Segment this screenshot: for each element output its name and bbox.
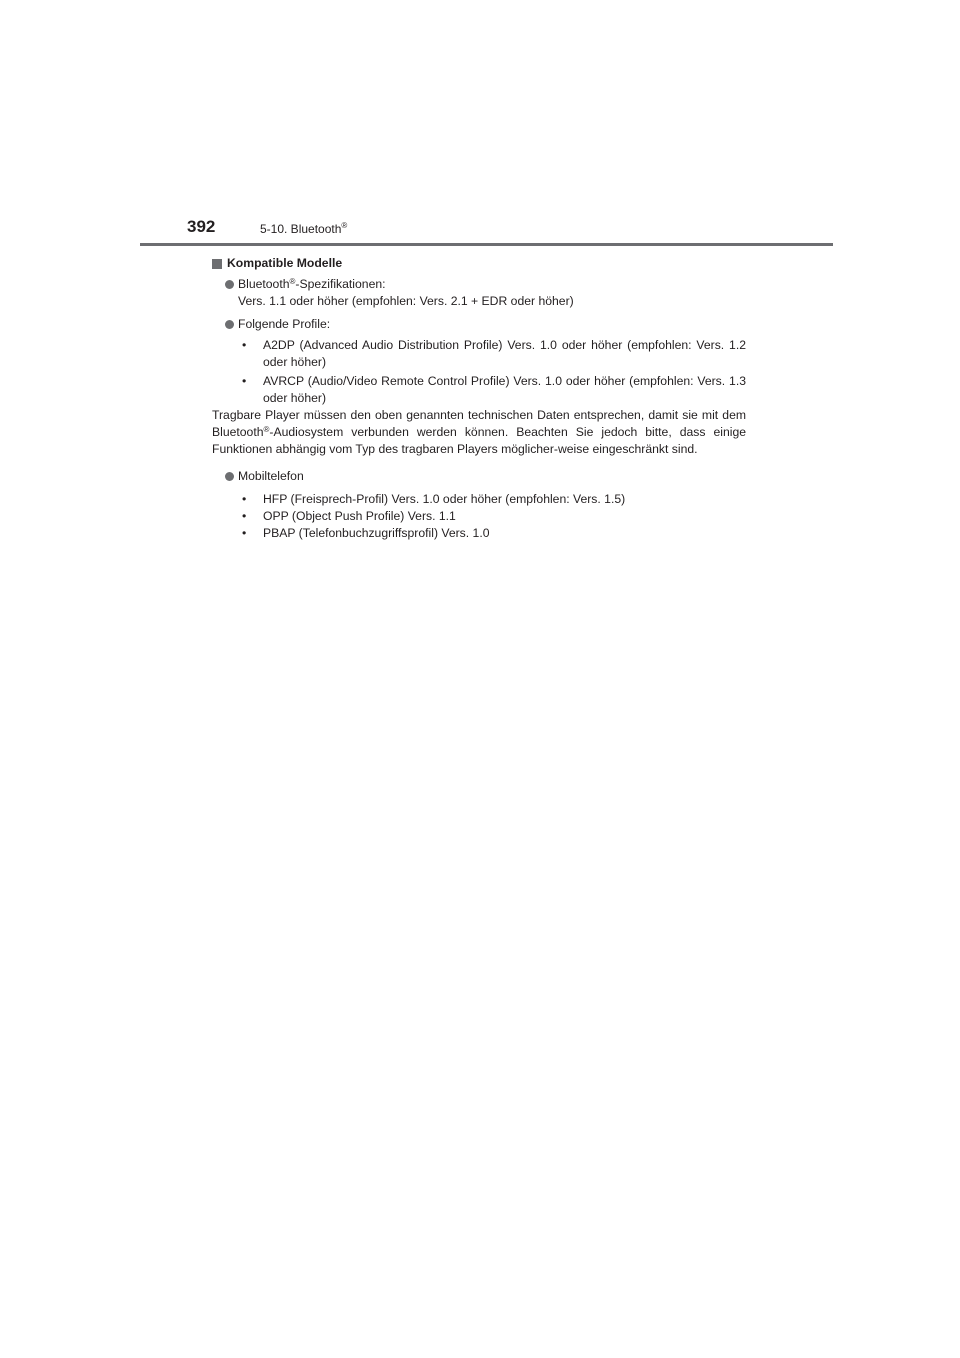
sub-list-item-text: AVRCP (Audio/Video Remote Control Profile) Vers. 1.0 oder höher (empfohlen: Vers. 1.3 oder höher) <box>263 374 746 405</box>
header-rule <box>140 243 833 246</box>
sub-list-item <box>212 373 746 407</box>
list-item-detail: Vers. 1.1 oder höher (empfohlen: Vers. 2.1 + EDR oder höher) <box>238 294 574 308</box>
section-heading <box>212 255 746 272</box>
list-item-profiles <box>212 316 746 333</box>
sub-list-item-text: OPP (Object Push Profile) Vers. 1.1 <box>263 509 456 523</box>
registered-mark: ® <box>341 221 348 230</box>
sub-list-item <box>212 525 746 542</box>
paragraph-text-start: Tragbare Player müssen den oben genannten technischen Daten entsprechen, damit sie mit dem Bluetooth <box>212 408 746 439</box>
dot-bullet-icon: • <box>242 374 247 388</box>
sub-list-item <box>212 337 746 371</box>
registered-mark: ® <box>263 425 270 434</box>
profiles-sub-list <box>212 337 746 407</box>
list-item-mobile-phone <box>212 468 746 485</box>
page-number: 392 <box>187 217 216 236</box>
sub-list-item <box>212 508 746 525</box>
phone-profiles-sub-list <box>212 491 746 542</box>
circle-bullet-icon <box>225 472 234 481</box>
list-item-bluetooth-spec <box>212 276 746 310</box>
dot-bullet-icon: • <box>242 338 247 352</box>
page-content <box>212 255 746 542</box>
sub-list-item-text: A2DP (Advanced Audio Distribution Profile) Vers. 1.0 oder höher (empfohlen: Vers. 1.2 oder höher) <box>263 338 746 369</box>
circle-bullet-icon <box>225 320 234 329</box>
sub-list-item-text: PBAP (Telefonbuchzugriffsprofil) Vers. 1.0 <box>263 526 490 540</box>
bluetooth-word: Bluetooth <box>238 277 290 291</box>
section-title <box>260 221 347 237</box>
spec-suffix: -Spezifikationen: <box>295 277 386 291</box>
registered-mark: ® <box>289 277 296 286</box>
dot-bullet-icon: • <box>242 509 247 523</box>
list-item-title: Mobiltelefon <box>238 469 304 483</box>
list-item-title <box>238 276 746 293</box>
list-item-title: Folgende Profile: <box>238 317 331 331</box>
paragraph-text-end: -Audiosystem verbunden werden können. Beachten Sie jedoch bitte, dass einige Funktionen abhängig vom Typ des tragbaren Players möglicher-weise eingeschränkt sind. <box>212 425 746 456</box>
compatibility-paragraph <box>212 407 746 458</box>
sub-list-item <box>212 491 746 508</box>
square-bullet-icon <box>212 259 222 269</box>
section-title-text: 5-10. Bluetooth <box>260 222 342 236</box>
section-heading-text: Kompatible Modelle <box>227 256 343 270</box>
circle-bullet-icon <box>225 280 234 289</box>
dot-bullet-icon: • <box>242 492 247 506</box>
sub-list-item-text: HFP (Freisprech-Profil) Vers. 1.0 oder höher (empfohlen: Vers. 1.5) <box>263 492 626 506</box>
dot-bullet-icon: • <box>242 526 247 540</box>
